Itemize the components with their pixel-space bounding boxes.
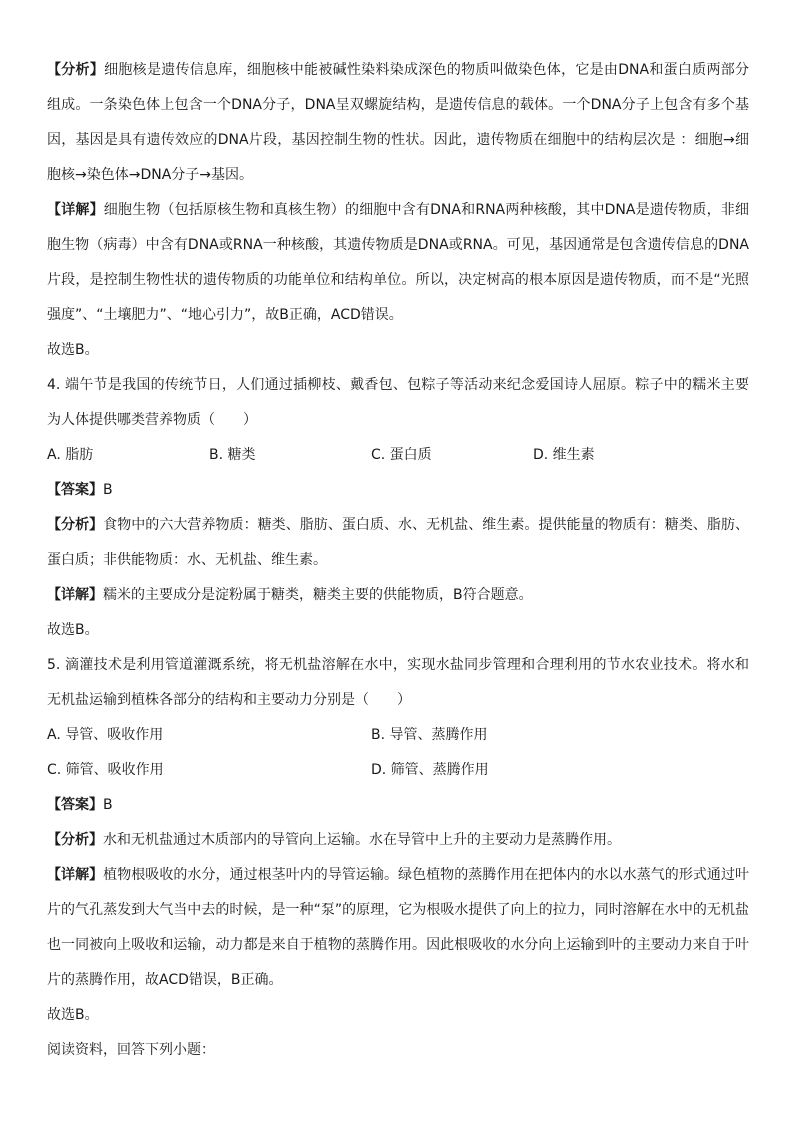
q3-conclusion: 故选B。 [47,342,99,358]
q4-conclusion: 故选B。 [47,622,99,638]
q5-detail [47,858,749,998]
detail-tag: 【详解】 [47,867,104,883]
q4-answer [47,473,749,508]
q5-answer [47,788,749,823]
q4-option-d: D. 维生素 [533,447,595,463]
q5-question: 5. 滴灌技术是利用管道灌溉系统，将无机盐溶解在水中，实现水盐同步管理和合理利用的节水农业技术。将水和无机盐运输到植株各部分的结构和主要动力分别是（ ） [47,657,749,708]
q5-options-row-2 [47,753,749,788]
analysis-text: 细胞核是遗传信息库，细胞核中能被碱性染料染成深色的物质叫做染色体，它是由DNA和蛋白质两部分组成。一条染色体上包含一个DNA分子，DNA呈双螺旋结构，是遗传信息的载体。一个DNA分子上包含有多个基因，基因是具有遗传效应的DNA片段，基因控制生物的性状。因此，遗传物质在细胞中的结构层次是 ：细胞→细胞核→染色体→DNA分子→基因。 [47,62,750,183]
reading-prompt: 阅读资料，回答下列小题： [47,1042,215,1058]
q4-question: 4. 端午节是我国的传统节日，人们通过插柳枝、戴香包、包粽子等活动来纪念爱国诗人屈原。粽子中的糯米主要为人体提供哪类营养物质（ ） [47,377,749,428]
q4-option-b: B. 糖类 [209,447,256,463]
answer-tag: 【答案】 [47,482,103,498]
q3-analysis [47,53,749,193]
answer-text: B [103,482,113,498]
detail-text: 植物根吸收的水分，通过根茎叶内的导管运输。绿色植物的蒸腾作用在把体内的水以水蒸气的形式通过叶片的气孔蒸发到大气当中去的时候，是一种“泵”的原理，它为根吸水提供了向上的拉力，同时溶解在水中的无机盐也一同被向上吸收和运输，动力都是来自于植物的蒸腾作用。因此根吸收的水分向上运输到叶的主要动力来自于叶片的蒸腾作用，故ACD错误，B正确。 [47,867,750,988]
q4-analysis [47,508,749,578]
q4-option-c: C. 蛋白质 [371,447,432,463]
detail-text: 细胞生物（包括原核生物和真核生物）的细胞中含有DNA和RNA两种核酸，其中DNA是遗传物质，非细胞生物（病毒）中含有DNA或RNA一种核酸，其遗传物质是DNA或RNA。可见，基因通常是包含遗传信息的DNA片段，是控制生物性状的遗传物质的功能单位和结构单位。所以，决定树高的根本原因是遗传物质，而不是“光照强度”、“土壤肥力”、“地心引力”，故B正确，ACD错误。 [47,202,750,323]
q5-option-d: D. 筛管、蒸腾作用 [371,762,489,778]
analysis-text: 水和无机盐通过木质部内的导管向上运输。水在导管中上升的主要动力是蒸腾作用。 [103,832,621,848]
detail-text: 糯米的主要成分是淀粉属于糖类，糖类主要的供能物质，B符合题意。 [103,587,533,603]
q4-options [47,438,749,473]
q4-option-a: A. 脂肪 [47,447,94,463]
answer-tag: 【答案】 [47,797,103,813]
q3-detail [47,193,749,333]
q5-option-b: B. 导管、蒸腾作用 [371,727,488,743]
detail-tag: 【详解】 [47,587,103,603]
document-page [47,53,749,1068]
analysis-tag: 【分析】 [47,517,104,533]
q4-detail [47,578,749,613]
q5-conclusion: 故选B。 [47,1007,99,1023]
q5-option-a: A. 导管、吸收作用 [47,727,164,743]
q5-options-row-1 [47,718,749,753]
q5-analysis [47,823,749,858]
detail-tag: 【详解】 [47,202,104,218]
analysis-tag: 【分析】 [47,832,103,848]
analysis-tag: 【分析】 [47,62,105,78]
q5-option-c: C. 筛管、吸收作用 [47,762,164,778]
answer-text: B [103,797,113,813]
analysis-text: 食物中的六大营养物质：糖类、脂肪、蛋白质、水、无机盐、维生素。提供能量的物质有：糖类、脂肪、蛋白质；非供能物质：水、无机盐、维生素。 [47,517,750,568]
